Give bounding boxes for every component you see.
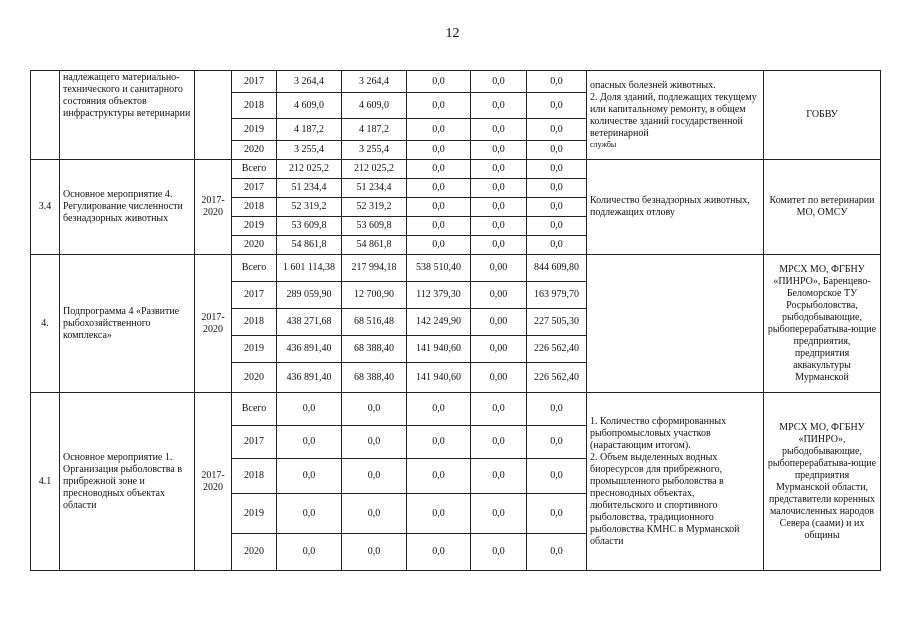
table-row	[31, 160, 881, 179]
amount-cell: 289 059,90	[277, 282, 342, 309]
amount-cell: 0,0	[527, 459, 587, 494]
year-cell: 2019	[232, 119, 277, 141]
year-cell: 2019	[232, 336, 277, 363]
amount-cell: 0,0	[277, 393, 342, 426]
amount-cell: 0,0	[471, 71, 527, 93]
amount-cell: 226 562,40	[527, 363, 587, 393]
amount-cell: 0,0	[471, 119, 527, 141]
amount-cell: 0,0	[527, 141, 587, 160]
amount-cell: 0,0	[471, 393, 527, 426]
amount-cell: 4 187,2	[342, 119, 407, 141]
amount-cell: 53 609,8	[277, 217, 342, 236]
page-number: 12	[445, 26, 460, 41]
amount-cell: 4 609,0	[342, 93, 407, 119]
year-cell: 2018	[232, 459, 277, 494]
amount-cell: 53 609,8	[342, 217, 407, 236]
amount-cell: 438 271,68	[277, 309, 342, 336]
amount-cell: 0,0	[527, 198, 587, 217]
indicator-cell	[587, 255, 764, 393]
row-number-cell: 3.4	[31, 160, 60, 255]
amount-cell: 0,0	[471, 494, 527, 534]
indicator-line: опасных болезней животных.	[590, 80, 716, 92]
amount-cell: 227 505,30	[527, 309, 587, 336]
amount-cell: 163 979,70	[527, 282, 587, 309]
amount-cell: 0,0	[407, 141, 471, 160]
amount-cell: 0,0	[407, 71, 471, 93]
period-cell: 2017-2020	[195, 393, 232, 571]
period-cell: 2017-2020	[195, 160, 232, 255]
amount-cell: 0,0	[342, 534, 407, 571]
amount-cell: 0,0	[471, 534, 527, 571]
year-cell: 2020	[232, 363, 277, 393]
indicator-line: службы	[590, 140, 617, 150]
executor-cell: МРСХ МО, ФГБНУ «ПИНРО», рыбодобывающие, рыбоперерабатыва-ющие предприятия Мурманской области, представители коренных малочисленных народов Севера (саами) и их общины	[764, 393, 881, 571]
amount-cell: 4 187,2	[277, 119, 342, 141]
indicator-line: 2. Доля зданий, подлежащих текущему или капитальному ремонту, в общем количестве зданий государственной ветеринарной	[590, 92, 757, 140]
amount-cell: 68 388,40	[342, 363, 407, 393]
amount-cell: 0,0	[471, 198, 527, 217]
amount-cell: 0,0	[407, 160, 471, 179]
year-cell: 2019	[232, 217, 277, 236]
amount-cell: 0,0	[527, 494, 587, 534]
amount-cell: 0,0	[277, 494, 342, 534]
year-cell: 2017	[232, 426, 277, 459]
amount-cell: 12 700,90	[342, 282, 407, 309]
amount-cell: 436 891,40	[277, 363, 342, 393]
amount-cell: 0,0	[471, 93, 527, 119]
amount-cell: 0,00	[471, 363, 527, 393]
amount-cell: 0,0	[471, 141, 527, 160]
amount-cell: 0,0	[527, 534, 587, 571]
amount-cell: 0,0	[527, 393, 587, 426]
amount-cell: 0,0	[342, 494, 407, 534]
amount-cell: 0,0	[471, 426, 527, 459]
row-number-cell: 4.1	[31, 393, 60, 571]
amount-cell: 3 264,4	[342, 71, 407, 93]
amount-cell: 0,0	[407, 198, 471, 217]
amount-cell: 0,0	[407, 494, 471, 534]
amount-cell: 0,0	[527, 217, 587, 236]
amount-cell: 141 940,60	[407, 336, 471, 363]
amount-cell: 0,0	[342, 426, 407, 459]
amount-cell: 0,0	[471, 179, 527, 198]
year-cell: 2017	[232, 71, 277, 93]
amount-cell: 0,0	[471, 160, 527, 179]
indicator-cell: 1. Количество сформированных рыбопромысловых участков (нарастающим итогом). 2. Объем выделенных водных биоресурсов для прибрежного, промышленного рыболовства в пресноводных объектах, любительского и спортивного рыболовства, традиционного рыболовства КМНС в Мурманской области	[587, 393, 764, 571]
year-cell: 2017	[232, 179, 277, 198]
year-cell: Всего	[232, 255, 277, 282]
amount-cell: 0,00	[471, 282, 527, 309]
year-cell: 2018	[232, 309, 277, 336]
executor-cell: МРСХ МО, ФГБНУ «ПИНРО», Баренцево-Беломорское ТУ Росрыболовства, рыбодобывающие, рыбоперерабатыва-ющие предприятия, предприятия аквакультуры Мурманской	[764, 255, 881, 393]
table-row	[31, 71, 881, 93]
amount-cell: 52 319,2	[277, 198, 342, 217]
amount-cell: 0,00	[471, 336, 527, 363]
amount-cell: 0,0	[407, 534, 471, 571]
row-number-cell	[31, 71, 60, 160]
amount-cell: 0,0	[527, 93, 587, 119]
amount-cell: 1 601 114,38	[277, 255, 342, 282]
year-cell: Всего	[232, 393, 277, 426]
table-row	[31, 255, 881, 282]
amount-cell: 0,0	[277, 534, 342, 571]
amount-cell: 538 510,40	[407, 255, 471, 282]
amount-cell: 68 516,48	[342, 309, 407, 336]
executor-cell: ГОБВУ	[764, 71, 881, 160]
amount-cell: 3 255,4	[342, 141, 407, 160]
year-cell: 2020	[232, 236, 277, 255]
amount-cell: 0,0	[527, 236, 587, 255]
amount-cell: 0,0	[527, 426, 587, 459]
amount-cell: 0,00	[471, 255, 527, 282]
amount-cell: 3 264,4	[277, 71, 342, 93]
amount-cell: 0,0	[527, 179, 587, 198]
amount-cell: 0,0	[527, 160, 587, 179]
activity-name: Основное мероприятие 4. Регулирование численности безнадзорных животных	[60, 160, 195, 255]
amount-cell: 3 255,4	[277, 141, 342, 160]
year-cell: Всего	[232, 160, 277, 179]
program-table	[30, 70, 881, 571]
amount-cell: 4 609,0	[277, 93, 342, 119]
amount-cell: 52 319,2	[342, 198, 407, 217]
amount-cell: 0,0	[471, 217, 527, 236]
amount-cell: 217 994,18	[342, 255, 407, 282]
activity-name: Основное мероприятие 1. Организация рыболовства в прибрежной зоне и пресноводных объектах области	[60, 393, 195, 571]
amount-cell: 0,0	[407, 426, 471, 459]
amount-cell: 0,0	[407, 459, 471, 494]
amount-cell: 51 234,4	[277, 179, 342, 198]
amount-cell: 212 025,2	[277, 160, 342, 179]
amount-cell: 0,0	[407, 217, 471, 236]
amount-cell: 436 891,40	[277, 336, 342, 363]
year-cell: 2020	[232, 141, 277, 160]
period-cell: 2017-2020	[195, 255, 232, 393]
amount-cell: 0,0	[277, 459, 342, 494]
row-number-cell: 4.	[31, 255, 60, 393]
amount-cell: 0,0	[277, 426, 342, 459]
year-cell: 2019	[232, 494, 277, 534]
amount-cell: 226 562,40	[527, 336, 587, 363]
amount-cell: 0,0	[407, 93, 471, 119]
amount-cell: 51 234,4	[342, 179, 407, 198]
year-cell: 2018	[232, 93, 277, 119]
amount-cell: 0,0	[407, 393, 471, 426]
activity-name: надлежащего материально-технического и санитарного состояния объектов инфраструктуры ветеринарии	[60, 71, 195, 160]
amount-cell: 0,00	[471, 309, 527, 336]
amount-cell: 0,0	[342, 393, 407, 426]
amount-cell: 141 940,60	[407, 363, 471, 393]
executor-cell: Комитет по ветеринарии МО, ОМСУ	[764, 160, 881, 255]
amount-cell: 0,0	[471, 236, 527, 255]
amount-cell: 0,0	[527, 71, 587, 93]
amount-cell: 844 609,80	[527, 255, 587, 282]
amount-cell: 0,0	[342, 459, 407, 494]
amount-cell: 68 388,40	[342, 336, 407, 363]
period-cell	[195, 71, 232, 160]
activity-name: Подпрограмма 4 «Развитие рыбохозяйственного комплекса»	[60, 255, 195, 393]
amount-cell: 0,0	[527, 119, 587, 141]
table-row	[31, 393, 881, 426]
amount-cell: 0,0	[407, 236, 471, 255]
amount-cell: 0,0	[471, 459, 527, 494]
amount-cell: 54 861,8	[342, 236, 407, 255]
indicator-cell	[587, 71, 764, 160]
amount-cell: 0,0	[407, 119, 471, 141]
amount-cell: 112 379,30	[407, 282, 471, 309]
amount-cell: 212 025,2	[342, 160, 407, 179]
amount-cell: 54 861,8	[277, 236, 342, 255]
amount-cell: 0,0	[407, 179, 471, 198]
year-cell: 2017	[232, 282, 277, 309]
amount-cell: 142 249,90	[407, 309, 471, 336]
indicator-cell: Количество безнадзорных животных, подлежащих отлову	[587, 160, 764, 255]
year-cell: 2020	[232, 534, 277, 571]
year-cell: 2018	[232, 198, 277, 217]
